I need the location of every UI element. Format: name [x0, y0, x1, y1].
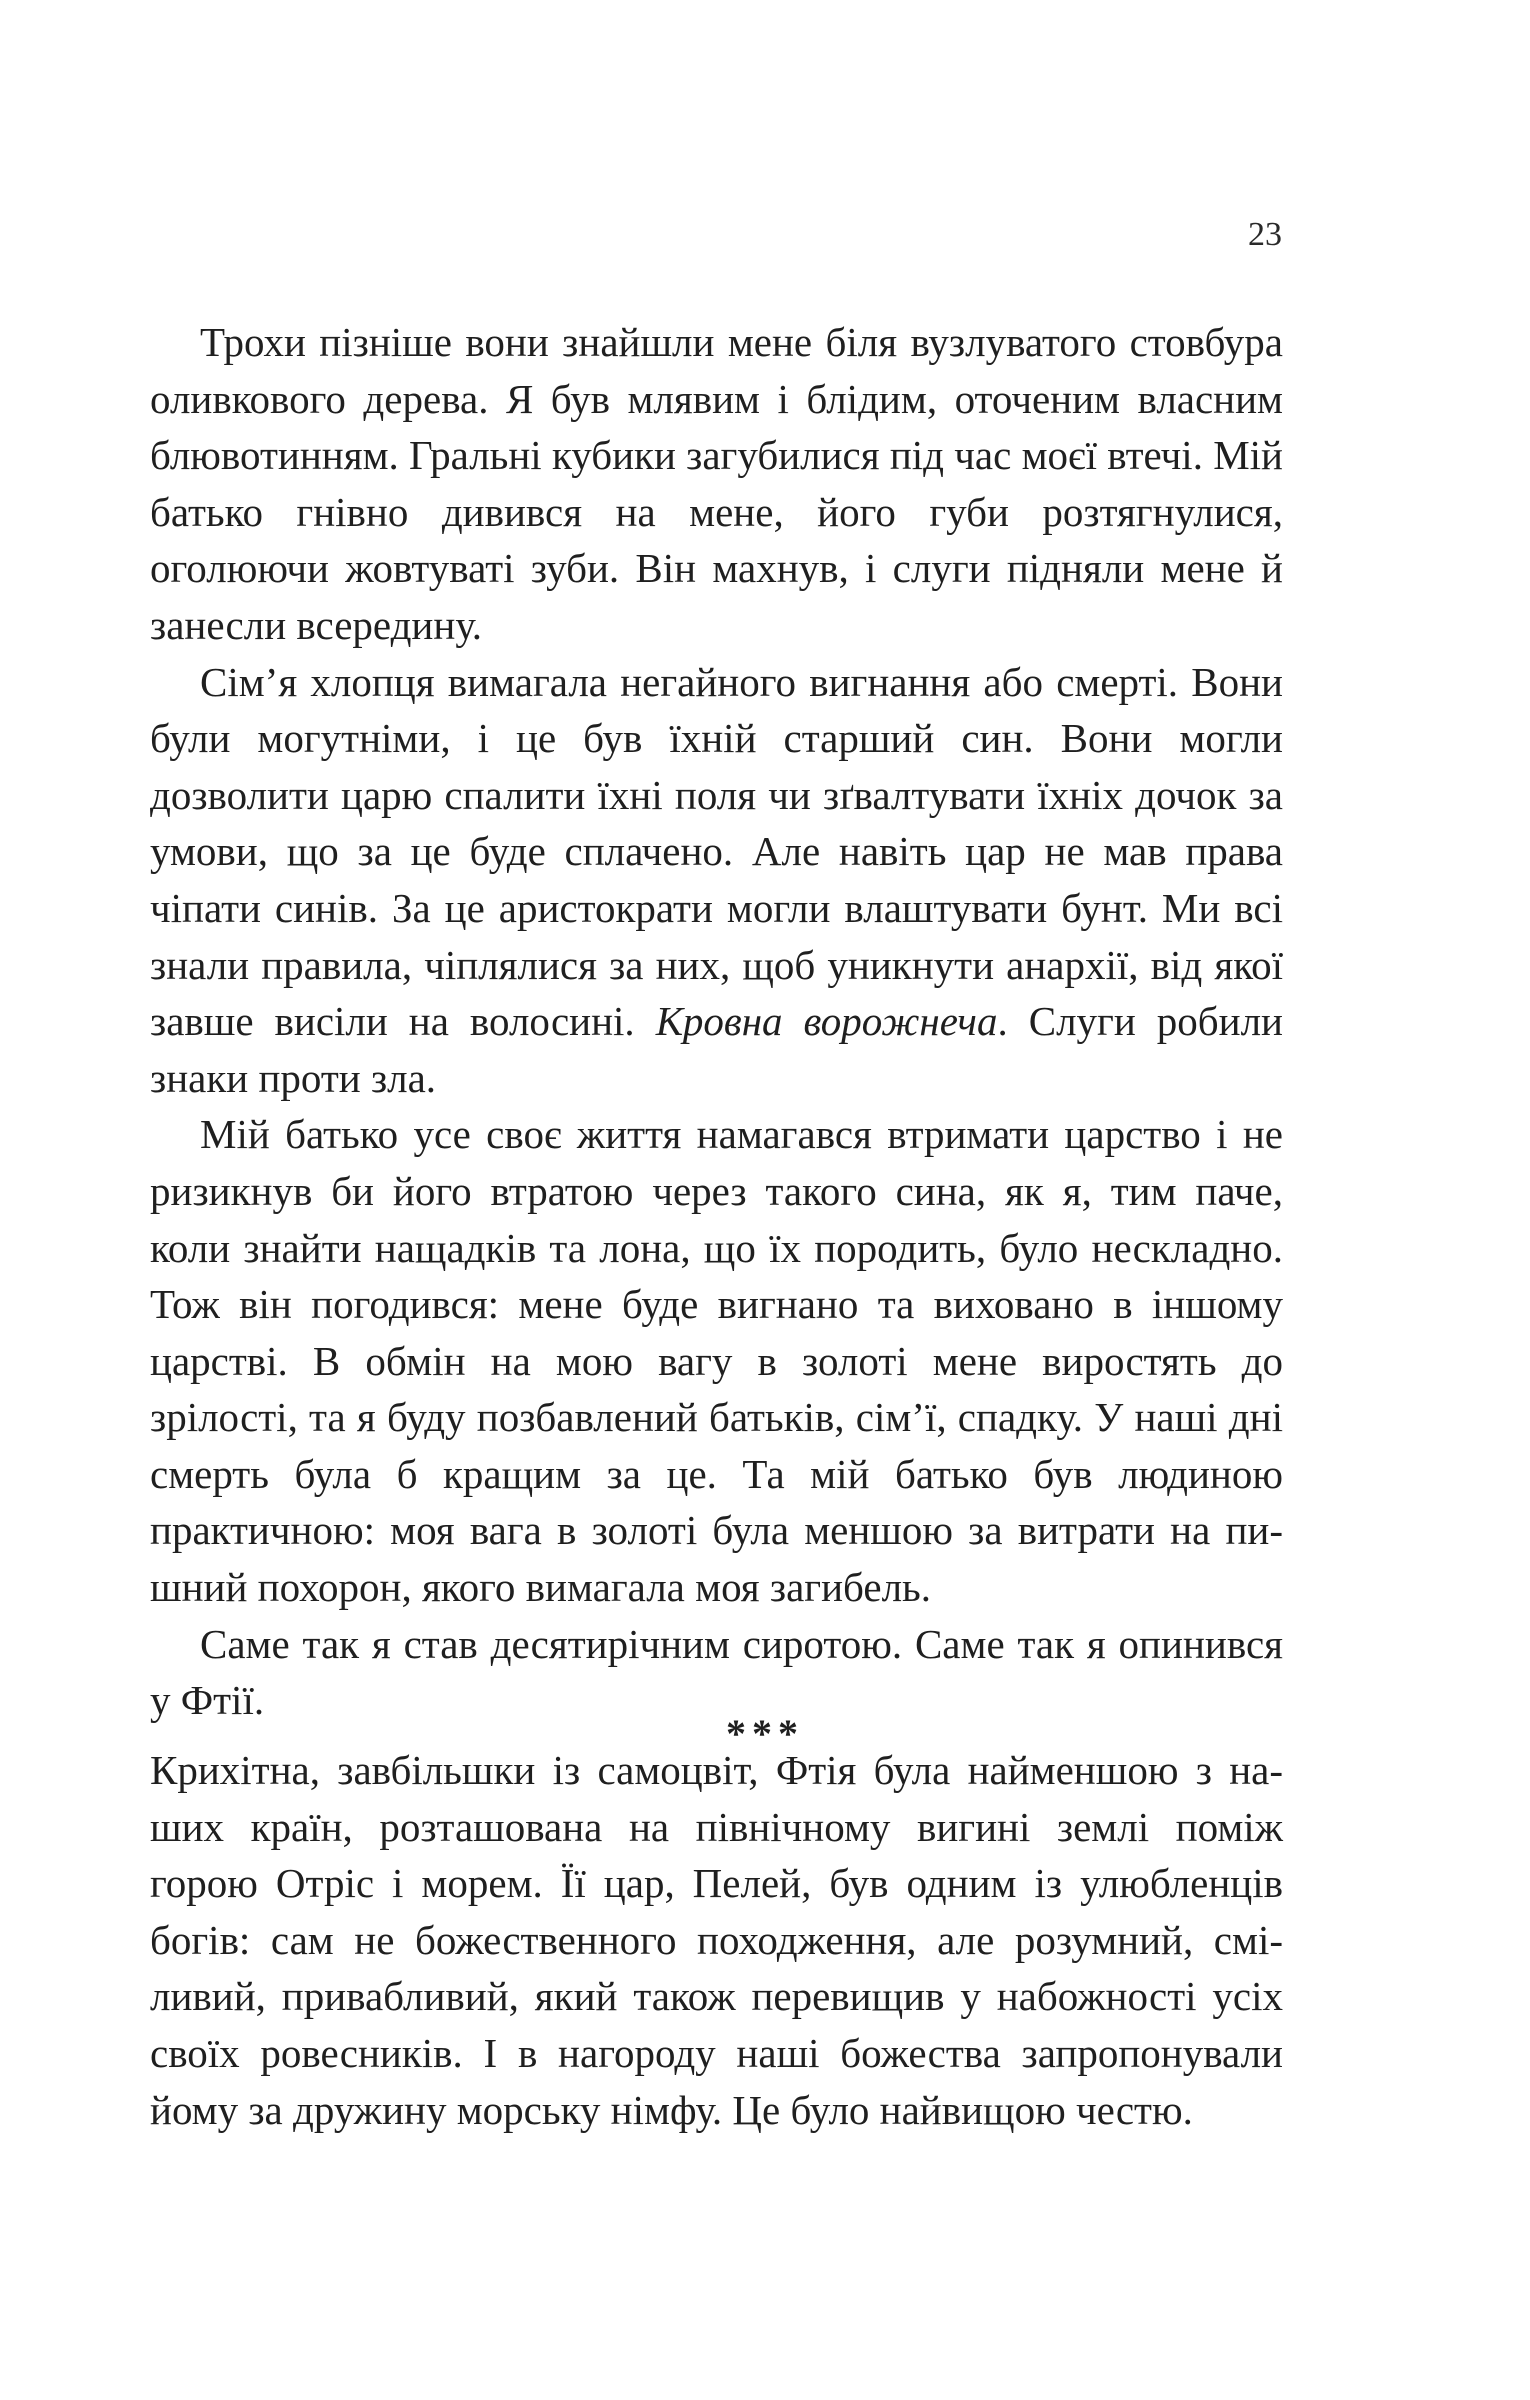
paragraph-2-italic-phrase: Кровна ворожнеча — [655, 998, 998, 1045]
paragraph-4: Саме так я став десятирічним сиротою. Саме так я опинився у Фтії. — [150, 1620, 1283, 1724]
paragraph-1: Трохи пізніше вони знайшли мене біля вузлуватого стовбура оливкового дерева. Я був млявим і блідим, оточеним власним блювотинням. Гральні кубики загубилися під час моєї втечі. Мій батько гнівно дивився на мене, його губи розтягнулися, оголюючи жовтуваті зуби. Він махнув, і слуги підняли мене й занесли всередину. — [150, 319, 1283, 648]
paragraph-3: Мій батько усе своє життя намагався втримати царство і не ризикнув би його втратою через такого сина, як я, тим паче, коли знайти нащадків та лона, що їх породить, було нескладно. Тож він погодився: мене буде вигнано та виховано в іншому царстві. В обмін на мою вагу в золоті мене виростять до зрілості, та я буду позбавлений батьків, сім’ї, спадку. У наші дні смерть була б кращим за це. Та мій батько був людиною практичною: моя вага в золоті була меншою за витрати на пишний похорон, якого вимагала моя загибель. — [150, 1111, 1283, 1611]
paragraph-2-text-end: . Слуги робили знаки проти зла. — [150, 998, 1283, 1101]
paragraph-2 — [150, 654, 1283, 1107]
section-separator: *** — [726, 1711, 804, 1756]
page-number: 23 — [1248, 216, 1282, 253]
text-section-1 — [150, 314, 1283, 1729]
paragraph-5: Крихітна, завбільшки із самоцвіт, Фтія була найменшою з наших країн, розташована на північному вигині землі поміж горою Отріс і морем. Її цар, Пелей, був одним із улюбленців богів: сам не божественного походження, але розумний, сміливий, привабливий, який також перевищив у набожності усіх своїх ровесників. І в нагороду наші божества запропонували йому за дружину морську німфу. Це було найвищою честю. — [150, 1747, 1283, 2133]
text-section-2 — [150, 1742, 1283, 2138]
paragraph-2-text-start: Сім’я хлопця вимагала негайного вигнання або смерті. Вони були могутніми, і це був їхній старший син. Вони могли дозволити царю спалити їхні поля чи зґвалтувати їхніх дочок за умови, що за це буде сплачено. Але навіть цар не мав права чіпати синів. За це аристократи могли влаштувати бунт. Ми всі знали правила, чіплялися за них, щоб уникнути анархії, від якої завше висіли на волосині. — [150, 658, 1283, 1045]
